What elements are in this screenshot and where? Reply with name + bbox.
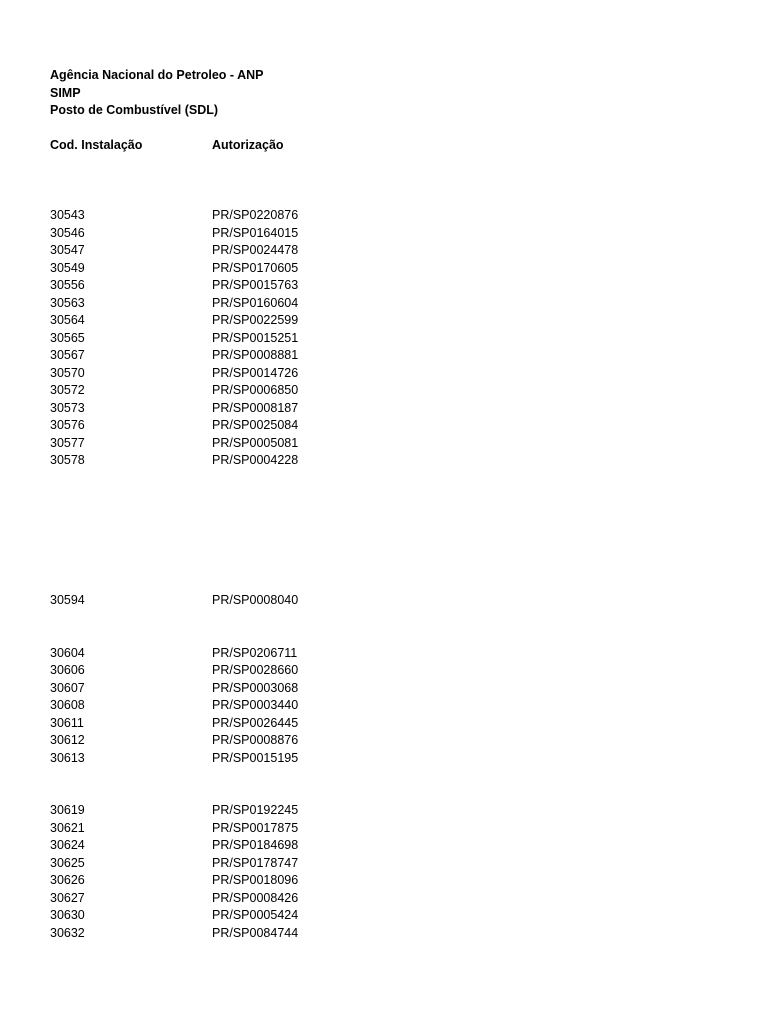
cell-code: 30547 — [50, 243, 85, 257]
cell-code: 30567 — [50, 348, 85, 362]
cell-authorization: PR/SP0026445 — [212, 715, 299, 730]
cell-code: 30626 — [50, 873, 85, 887]
cell-code: 30570 — [50, 365, 85, 380]
cell-code: 30621 — [50, 820, 85, 835]
cell-code: 30556 — [50, 278, 85, 292]
cell-authorization: PR/SP0015195 — [212, 750, 299, 765]
cell-code: 30612 — [50, 733, 85, 747]
cell-code: 30630 — [50, 908, 85, 922]
cell-authorization: PR/SP0220876 — [212, 208, 299, 222]
cell-code: 30607 — [50, 680, 85, 695]
cell-code: 30619 — [50, 803, 85, 817]
cell-authorization: PR/SP0170605 — [212, 260, 299, 275]
cell-code: 30594 — [50, 593, 85, 607]
cell-authorization: PR/SP0008876 — [212, 733, 299, 747]
cell-authorization: PR/SP0178747 — [212, 855, 299, 870]
cell-code: 30546 — [50, 225, 85, 240]
cell-code: 30578 — [50, 453, 85, 467]
cell-authorization: PR/SP0164015 — [212, 225, 299, 240]
cell-authorization: PR/SP0005424 — [212, 908, 299, 922]
cell-authorization: PR/SP0206711 — [212, 645, 298, 660]
cell-authorization: PR/SP0015763 — [212, 278, 299, 292]
cell-code: 30604 — [50, 645, 85, 660]
cell-authorization: PR/SP0003440 — [212, 698, 299, 712]
cell-authorization: PR/SP0003068 — [212, 680, 299, 695]
cell-code: 30606 — [50, 663, 85, 677]
cell-authorization: PR/SP0184698 — [212, 838, 299, 852]
cell-authorization: PR/SP0014726 — [212, 365, 299, 380]
cell-authorization: PR/SP0192245 — [212, 803, 299, 817]
cell-code: 30543 — [50, 208, 85, 222]
cell-code: 30625 — [50, 855, 85, 870]
cell-code: 30624 — [50, 838, 85, 852]
cell-code: 30613 — [50, 750, 85, 765]
cell-code: 30573 — [50, 400, 85, 415]
cell-authorization: PR/SP0024478 — [212, 243, 299, 257]
cell-authorization: PR/SP0022599 — [212, 313, 299, 327]
cell-authorization: PR/SP0160604 — [212, 295, 299, 310]
cell-authorization: PR/SP0015251 — [212, 330, 299, 345]
cell-authorization: PR/SP0008040 — [212, 593, 299, 607]
cell-authorization: PR/SP0008881 — [212, 348, 299, 362]
cell-authorization: PR/SP0018096 — [212, 873, 299, 887]
cell-code: 30563 — [50, 295, 85, 310]
system-title: SIMP — [50, 85, 81, 100]
category-title: Posto de Combustível (SDL) — [50, 103, 219, 117]
column-header-code: Cod. Instalação — [50, 138, 143, 152]
cell-authorization: PR/SP0005081 — [212, 435, 299, 450]
cell-authorization: PR/SP0004228 — [212, 453, 299, 467]
cell-code: 30611 — [50, 715, 84, 730]
cell-code: 30577 — [50, 435, 85, 450]
agency-title: Agência Nacional do Petroleo - ANP — [50, 68, 264, 82]
column-header-authorization: Autorização — [212, 138, 284, 152]
cell-code: 30565 — [50, 330, 85, 345]
cell-authorization: PR/SP0017875 — [212, 820, 299, 835]
cell-code: 30549 — [50, 260, 85, 275]
cell-authorization: PR/SP0006850 — [212, 383, 299, 397]
cell-authorization: PR/SP0008187 — [212, 400, 299, 415]
cell-code: 30632 — [50, 925, 85, 940]
cell-authorization: PR/SP0025084 — [212, 418, 299, 432]
cell-code: 30576 — [50, 418, 85, 432]
cell-code: 30564 — [50, 313, 85, 327]
cell-code: 30627 — [50, 890, 85, 905]
cell-authorization: PR/SP0084744 — [212, 925, 299, 940]
cell-code: 30572 — [50, 383, 85, 397]
cell-authorization: PR/SP0008426 — [212, 890, 299, 905]
cell-authorization: PR/SP0028660 — [212, 663, 299, 677]
cell-code: 30608 — [50, 698, 85, 712]
